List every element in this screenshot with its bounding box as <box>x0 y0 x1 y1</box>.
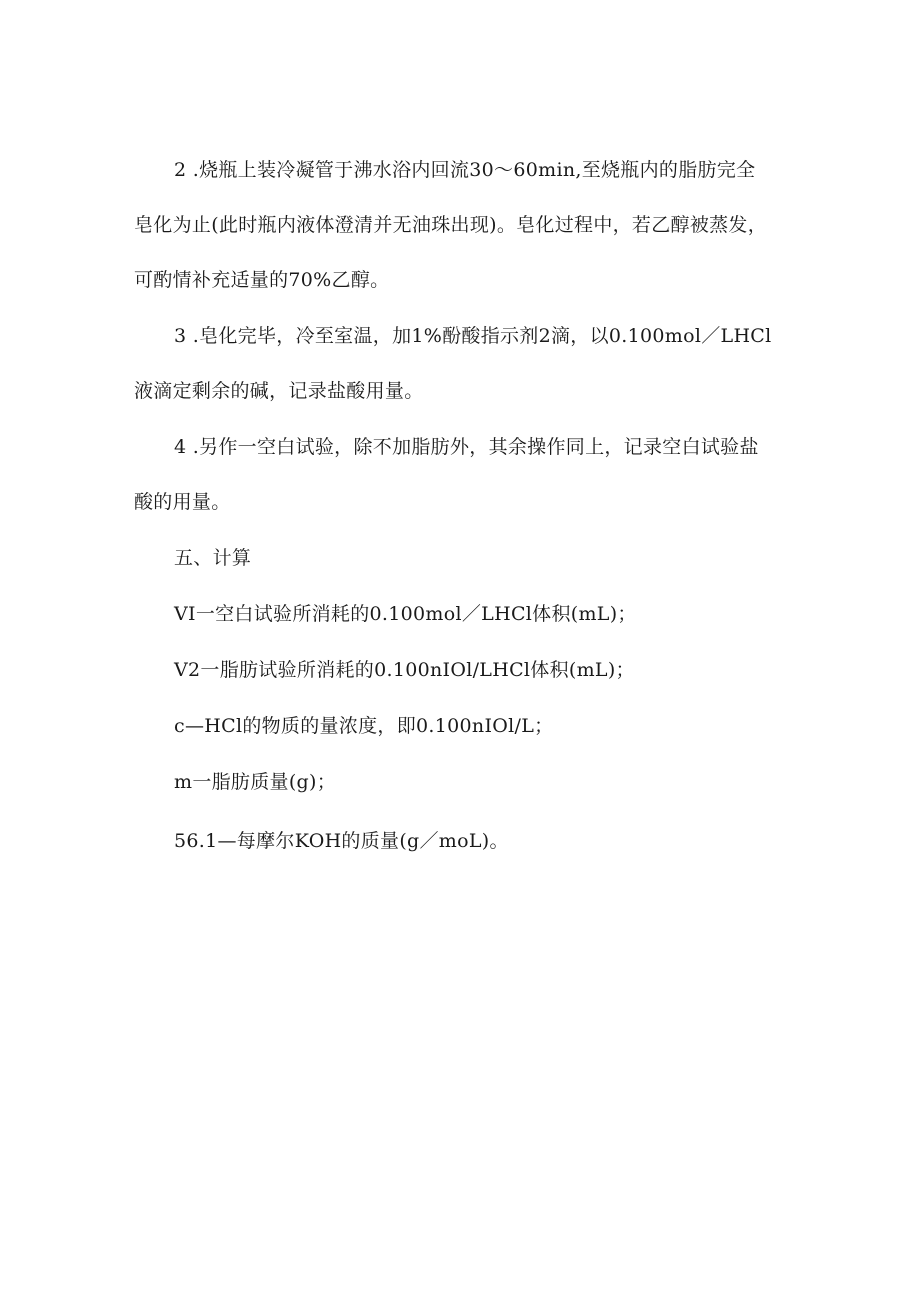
definition-item: m一脂肪质量(g)； <box>174 771 337 793</box>
definition-item: 56.1—每摩尔KOH的质量(g／moL)。 <box>174 830 509 852</box>
step4-line1: 4 .另作一空白试验，除不加脂肪外，其余操作同上，记录空白试验盐 <box>174 436 759 458</box>
step3-line1: 3 .皂化完毕，冷至室温，加1%酚酸指示剂2滴，以0.100mol／LHCl <box>174 325 772 347</box>
step4-line2: 酸的用量。 <box>134 491 231 513</box>
step2-line3: 可酌情补充适量的70%乙醇。 <box>134 269 390 291</box>
step2-line2: 皂化为止(此时瓶内液体澄清并无油珠出现)。皂化过程中，若乙醇被蒸发， <box>134 214 768 236</box>
definition-item: VI一空白试验所消耗的0.100mol／LHCl体积(mL)； <box>174 603 637 625</box>
definition-item: c—HCl的物质的量浓度，即0.100nIOl/L； <box>174 715 554 737</box>
step3-line2: 液滴定剩余的碱，记录盐酸用量。 <box>134 380 424 402</box>
step2-line1: 2 .烧瓶上装冷凝管于沸水浴内回流30～60min,至烧瓶内的脂肪完全 <box>174 159 756 181</box>
section-heading: 五、计算 <box>174 547 252 569</box>
definition-item: V2一脂肪试验所消耗的0.100nIOl/LHCl体积(mL)； <box>174 659 635 681</box>
